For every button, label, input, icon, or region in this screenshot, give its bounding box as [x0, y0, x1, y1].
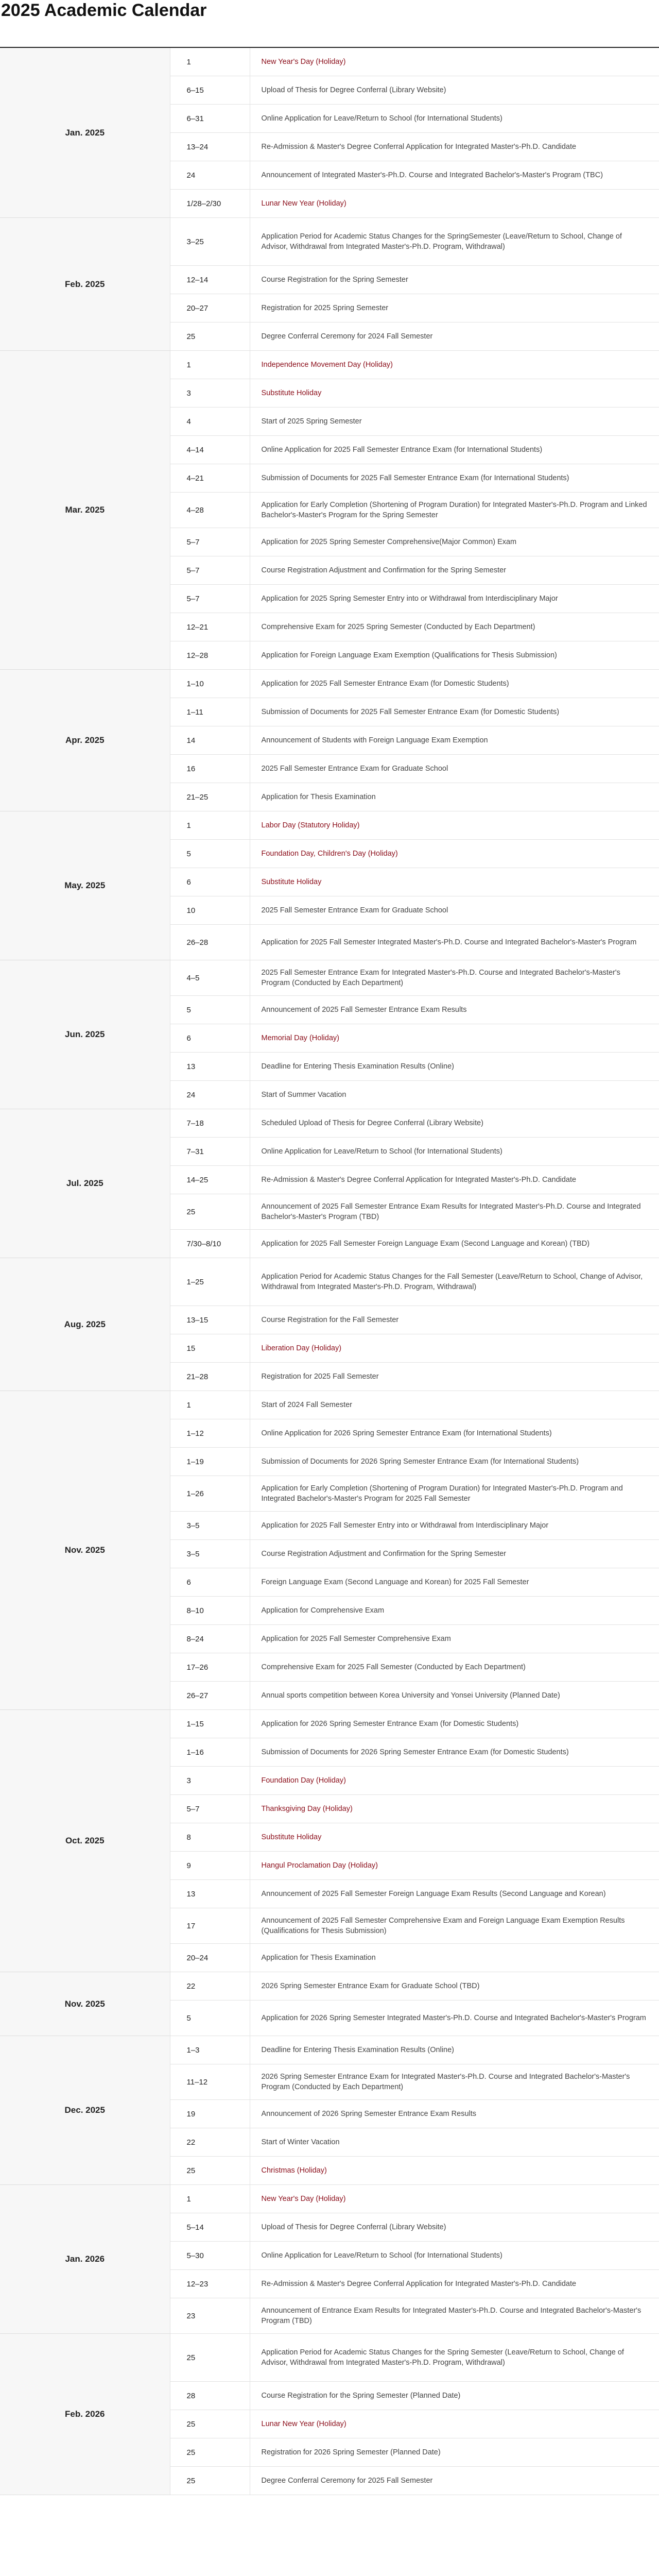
event-date: 4–14 — [170, 436, 250, 464]
event-date: 12–28 — [170, 641, 250, 670]
event-text: 2025 Fall Semester Entrance Exam for Graduate School — [250, 755, 659, 783]
event-text: Application for 2025 Fall Semester Entry into or Withdrawal from Interdisciplinary Major — [250, 1512, 659, 1540]
calendar-row — [0, 351, 659, 379]
event-text: Application Period for Academic Status Changes for the Spring Semester (Leave/Return to School, Change of Advisor, Withdrawal from Integrated Master's-Ph.D. Program, Withdrawal) — [250, 2334, 659, 2382]
event-text: Announcement of Integrated Master's-Ph.D. Course and Integrated Bachelor's-Master's Program (TBC) — [250, 161, 659, 190]
event-text: Announcement of Entrance Exam Results for Integrated Master's-Ph.D. Course and Integrated Bachelor's-Master's Program (TBD) — [250, 2298, 659, 2334]
event-date: 20–27 — [170, 294, 250, 323]
month-label: Apr. 2025 — [0, 670, 170, 811]
event-text: Online Application for 2025 Fall Semester Entrance Exam (for International Students) — [250, 436, 659, 464]
event-date: 16 — [170, 755, 250, 783]
holiday-event-text: Christmas (Holiday) — [250, 2157, 659, 2185]
event-date: 9 — [170, 1852, 250, 1880]
holiday-event-text: Substitute Holiday — [250, 379, 659, 408]
event-date: 12–21 — [170, 613, 250, 641]
holiday-event-text: Foundation Day, Children's Day (Holiday) — [250, 840, 659, 868]
event-text: Application for Foreign Language Exam Exemption (Qualifications for Thesis Submission) — [250, 641, 659, 670]
event-date: 6 — [170, 1568, 250, 1597]
event-text: Online Application for Leave/Return to School (for International Students) — [250, 1138, 659, 1166]
event-text: Application Period for Academic Status Changes for the SpringSemester (Leave/Return to School, Change of Advisor, Withdrawal from Integrated Master's-Ph.D. Program, Withdrawal) — [250, 218, 659, 266]
event-text: Degree Conferral Ceremony for 2024 Fall Semester — [250, 323, 659, 351]
event-date: 20–24 — [170, 1944, 250, 1972]
event-date: 1 — [170, 811, 250, 840]
month-label: Jul. 2025 — [0, 1109, 170, 1258]
holiday-event-text: Lunar New Year (Holiday) — [250, 190, 659, 218]
holiday-event-text: Substitute Holiday — [250, 1823, 659, 1852]
event-text: Online Application for 2026 Spring Semester Entrance Exam (for International Students) — [250, 1419, 659, 1448]
event-date: 1 — [170, 48, 250, 76]
event-date: 5 — [170, 840, 250, 868]
calendar-body — [0, 48, 659, 2495]
calendar-row — [0, 811, 659, 840]
event-text: Announcement of 2025 Fall Semester Entrance Exam Results — [250, 996, 659, 1024]
event-text: Application for 2025 Fall Semester Entrance Exam (for Domestic Students) — [250, 670, 659, 698]
event-text: Application for 2026 Spring Semester Entrance Exam (for Domestic Students) — [250, 1710, 659, 1738]
month-label: Feb. 2026 — [0, 2334, 170, 2495]
event-date: 8–10 — [170, 1597, 250, 1625]
month-label: Nov. 2025 — [0, 1972, 170, 2036]
event-date: 6–15 — [170, 76, 250, 105]
calendar-row — [0, 1109, 659, 1138]
event-text: Submission of Documents for 2026 Spring Semester Entrance Exam (for International Students) — [250, 1448, 659, 1476]
event-text: Announcement of 2025 Fall Semester Comprehensive Exam and Foreign Language Exam Exemption Results (Qualifications for Thesis Submission) — [250, 1908, 659, 1944]
calendar-row — [0, 1391, 659, 1419]
event-text: Re-Admission & Master's Degree Conferral Application for Integrated Master's-Ph.D. Candidate — [250, 133, 659, 161]
event-date: 7/30–8/10 — [170, 1230, 250, 1258]
event-text: Application for 2025 Fall Semester Foreign Language Exam (Second Language and Korean) (TBD) — [250, 1230, 659, 1258]
event-text: Submission of Documents for 2026 Spring Semester Entrance Exam (for Domestic Students) — [250, 1738, 659, 1767]
event-date: 21–25 — [170, 783, 250, 811]
event-date: 15 — [170, 1334, 250, 1363]
event-date: 3–5 — [170, 1540, 250, 1568]
event-text: 2026 Spring Semester Entrance Exam for Integrated Master's-Ph.D. Course and Integrated Bachelor's-Master's Program (Conducted by Each Department) — [250, 2064, 659, 2100]
event-text: Application for 2025 Fall Semester Comprehensive Exam — [250, 1625, 659, 1653]
event-date: 25 — [170, 2334, 250, 2382]
event-text: Annual sports competition between Korea University and Yonsei University (Planned Date) — [250, 1682, 659, 1710]
event-date: 5 — [170, 2001, 250, 2036]
event-text: Course Registration Adjustment and Confirmation for the Spring Semester — [250, 1540, 659, 1568]
holiday-event-text: Lunar New Year (Holiday) — [250, 2410, 659, 2438]
event-date: 1–12 — [170, 1419, 250, 1448]
calendar-row — [0, 960, 659, 996]
month-label: Jan. 2025 — [0, 48, 170, 218]
holiday-event-text: New Year's Day (Holiday) — [250, 48, 659, 76]
event-date: 25 — [170, 2410, 250, 2438]
calendar-row — [0, 48, 659, 76]
event-date: 25 — [170, 2438, 250, 2467]
month-label: Jun. 2025 — [0, 960, 170, 1109]
calendar-row — [0, 2185, 659, 2213]
event-text: Submission of Documents for 2025 Fall Semester Entrance Exam (for International Students) — [250, 464, 659, 493]
event-date: 4–21 — [170, 464, 250, 493]
event-date: 22 — [170, 2128, 250, 2157]
event-text: Course Registration for the Spring Semester — [250, 266, 659, 294]
event-text: Application Period for Academic Status Changes for the Fall Semester (Leave/Return to School, Change of Advisor, Withdrawal from Integrated Master's-Ph.D. Program, Withdrawal) — [250, 1258, 659, 1306]
event-date: 7–31 — [170, 1138, 250, 1166]
event-date: 24 — [170, 1081, 250, 1109]
month-label: Dec. 2025 — [0, 2036, 170, 2185]
event-date: 1–25 — [170, 1258, 250, 1306]
month-label: Nov. 2025 — [0, 1391, 170, 1710]
event-date: 14–25 — [170, 1166, 250, 1194]
event-date: 13 — [170, 1880, 250, 1908]
event-date: 1/28–2/30 — [170, 190, 250, 218]
event-date: 1–3 — [170, 2036, 250, 2064]
calendar-row — [0, 2036, 659, 2064]
event-date: 6 — [170, 1024, 250, 1053]
event-text: Announcement of 2025 Fall Semester Entrance Exam Results for Integrated Master's-Ph.D. Course and Integrated Bachelor's-Master's Program (TBD) — [250, 1194, 659, 1230]
holiday-event-text: Labor Day (Statutory Holiday) — [250, 811, 659, 840]
page-title: 2025 Academic Calendar — [1, 1, 207, 20]
event-date: 1–11 — [170, 698, 250, 726]
event-text: Application for Thesis Examination — [250, 783, 659, 811]
event-text: Application for 2025 Spring Semester Comprehensive(Major Common) Exam — [250, 528, 659, 556]
event-date: 5–14 — [170, 2213, 250, 2242]
month-label: Mar. 2025 — [0, 351, 170, 670]
holiday-event-text: Thanksgiving Day (Holiday) — [250, 1795, 659, 1823]
event-text: Scheduled Upload of Thesis for Degree Conferral (Library Website) — [250, 1109, 659, 1138]
event-date: 1 — [170, 351, 250, 379]
event-date: 1 — [170, 1391, 250, 1419]
event-text: Submission of Documents for 2025 Fall Semester Entrance Exam (for Domestic Students) — [250, 698, 659, 726]
event-text: Course Registration for the Spring Semester (Planned Date) — [250, 2382, 659, 2410]
event-date: 13–24 — [170, 133, 250, 161]
calendar-row — [0, 1258, 659, 1306]
event-text: Announcement of Students with Foreign Language Exam Exemption — [250, 726, 659, 755]
event-date: 12–14 — [170, 266, 250, 294]
month-label: May. 2025 — [0, 811, 170, 960]
event-date: 1–19 — [170, 1448, 250, 1476]
holiday-event-text: Memorial Day (Holiday) — [250, 1024, 659, 1053]
event-date: 8 — [170, 1823, 250, 1852]
event-text: Deadline for Entering Thesis Examination Results (Online) — [250, 1053, 659, 1081]
holiday-event-text: New Year's Day (Holiday) — [250, 2185, 659, 2213]
event-date: 13 — [170, 1053, 250, 1081]
event-date: 11–12 — [170, 2064, 250, 2100]
event-date: 25 — [170, 1194, 250, 1230]
holiday-event-text: Hangul Proclamation Day (Holiday) — [250, 1852, 659, 1880]
event-date: 8–24 — [170, 1625, 250, 1653]
holiday-event-text: Foundation Day (Holiday) — [250, 1767, 659, 1795]
event-text: Application for Thesis Examination — [250, 1944, 659, 1972]
event-date: 25 — [170, 2157, 250, 2185]
month-label: Oct. 2025 — [0, 1710, 170, 1972]
event-date: 14 — [170, 726, 250, 755]
calendar-row — [0, 218, 659, 266]
event-date: 1 — [170, 2185, 250, 2213]
calendar-row — [0, 2334, 659, 2382]
event-date: 5–7 — [170, 528, 250, 556]
event-text: Comprehensive Exam for 2025 Fall Semester (Conducted by Each Department) — [250, 1653, 659, 1682]
holiday-event-text: Substitute Holiday — [250, 868, 659, 896]
event-date: 5–7 — [170, 1795, 250, 1823]
event-text: Online Application for Leave/Return to School (for International Students) — [250, 2242, 659, 2270]
event-text: Application for 2025 Spring Semester Entry into or Withdrawal from Interdisciplinary Major — [250, 585, 659, 613]
academic-calendar-table — [0, 48, 659, 2495]
event-date: 4 — [170, 408, 250, 436]
event-date: 22 — [170, 1972, 250, 2001]
event-date: 19 — [170, 2100, 250, 2128]
event-text: Registration for 2025 Spring Semester — [250, 294, 659, 323]
event-text: 2026 Spring Semester Entrance Exam for Graduate School (TBD) — [250, 1972, 659, 2001]
event-text: Upload of Thesis for Degree Conferral (Library Website) — [250, 2213, 659, 2242]
event-date: 4–28 — [170, 493, 250, 528]
month-label: Feb. 2025 — [0, 218, 170, 351]
event-text: Application for Comprehensive Exam — [250, 1597, 659, 1625]
month-label: Jan. 2026 — [0, 2185, 170, 2334]
event-text: Registration for 2025 Fall Semester — [250, 1363, 659, 1391]
event-text: Course Registration Adjustment and Confirmation for the Spring Semester — [250, 556, 659, 585]
event-date: 13–15 — [170, 1306, 250, 1334]
event-date: 5–7 — [170, 585, 250, 613]
event-date: 6–31 — [170, 105, 250, 133]
event-text: Announcement of 2025 Fall Semester Foreign Language Exam Results (Second Language and Korean) — [250, 1880, 659, 1908]
event-date: 5–30 — [170, 2242, 250, 2270]
event-text: 2025 Fall Semester Entrance Exam for Integrated Master's-Ph.D. Course and Integrated Bachelor's-Master's Program (Conducted by Each Department) — [250, 960, 659, 996]
event-date: 6 — [170, 868, 250, 896]
event-date: 23 — [170, 2298, 250, 2334]
holiday-event-text: Liberation Day (Holiday) — [250, 1334, 659, 1363]
event-text: Re-Admission & Master's Degree Conferral Application for Integrated Master's-Ph.D. Candidate — [250, 2270, 659, 2298]
month-label: Aug. 2025 — [0, 1258, 170, 1391]
event-date: 3–5 — [170, 1512, 250, 1540]
event-text: Application for 2025 Fall Semester Integrated Master's-Ph.D. Course and Integrated Bachelor's-Master's Program — [250, 925, 659, 960]
event-date: 3 — [170, 1767, 250, 1795]
event-text: Announcement of 2026 Spring Semester Entrance Exam Results — [250, 2100, 659, 2128]
event-text: 2025 Fall Semester Entrance Exam for Graduate School — [250, 896, 659, 925]
event-date: 25 — [170, 323, 250, 351]
event-date: 4–5 — [170, 960, 250, 996]
event-date: 25 — [170, 2467, 250, 2495]
event-date: 1–26 — [170, 1476, 250, 1512]
calendar-row — [0, 1710, 659, 1738]
event-text: Application for 2026 Spring Semester Integrated Master's-Ph.D. Course and Integrated Bachelor's-Master's Program — [250, 2001, 659, 2036]
event-date: 3–25 — [170, 218, 250, 266]
calendar-row — [0, 1972, 659, 2001]
event-text: Re-Admission & Master's Degree Conferral Application for Integrated Master's-Ph.D. Candidate — [250, 1166, 659, 1194]
holiday-event-text: Independence Movement Day (Holiday) — [250, 351, 659, 379]
event-date: 1–10 — [170, 670, 250, 698]
event-text: Start of Summer Vacation — [250, 1081, 659, 1109]
event-date: 5 — [170, 996, 250, 1024]
event-date: 1–16 — [170, 1738, 250, 1767]
event-text: Application for Early Completion (Shortening of Program Duration) for Integrated Master's-Ph.D. Program and Linked Bachelor's-Master's Program for the Spring Semester — [250, 493, 659, 528]
event-date: 21–28 — [170, 1363, 250, 1391]
event-text: Upload of Thesis for Degree Conferral (Library Website) — [250, 76, 659, 105]
event-date: 10 — [170, 896, 250, 925]
event-date: 26–28 — [170, 925, 250, 960]
event-date: 12–23 — [170, 2270, 250, 2298]
event-text: Start of Winter Vacation — [250, 2128, 659, 2157]
event-text: Registration for 2026 Spring Semester (Planned Date) — [250, 2438, 659, 2467]
event-text: Start of 2024 Fall Semester — [250, 1391, 659, 1419]
event-date: 24 — [170, 161, 250, 190]
event-text: Application for Early Completion (Shortening of Program Duration) for Integrated Master's-Ph.D. Program and Integrated Bachelor's-Master's Program for 2025 Fall Semester — [250, 1476, 659, 1512]
event-text: Start of 2025 Spring Semester — [250, 408, 659, 436]
event-date: 1–15 — [170, 1710, 250, 1738]
event-date: 17 — [170, 1908, 250, 1944]
event-date: 28 — [170, 2382, 250, 2410]
event-text: Online Application for Leave/Return to School (for International Students) — [250, 105, 659, 133]
event-text: Comprehensive Exam for 2025 Spring Semester (Conducted by Each Department) — [250, 613, 659, 641]
event-text: Foreign Language Exam (Second Language and Korean) for 2025 Fall Semester — [250, 1568, 659, 1597]
calendar-row — [0, 670, 659, 698]
event-date: 7–18 — [170, 1109, 250, 1138]
event-date: 3 — [170, 379, 250, 408]
event-text: Course Registration for the Fall Semester — [250, 1306, 659, 1334]
event-text: Degree Conferral Ceremony for 2025 Fall Semester — [250, 2467, 659, 2495]
event-date: 26–27 — [170, 1682, 250, 1710]
event-text: Deadline for Entering Thesis Examination Results (Online) — [250, 2036, 659, 2064]
event-date: 17–26 — [170, 1653, 250, 1682]
event-date: 5–7 — [170, 556, 250, 585]
